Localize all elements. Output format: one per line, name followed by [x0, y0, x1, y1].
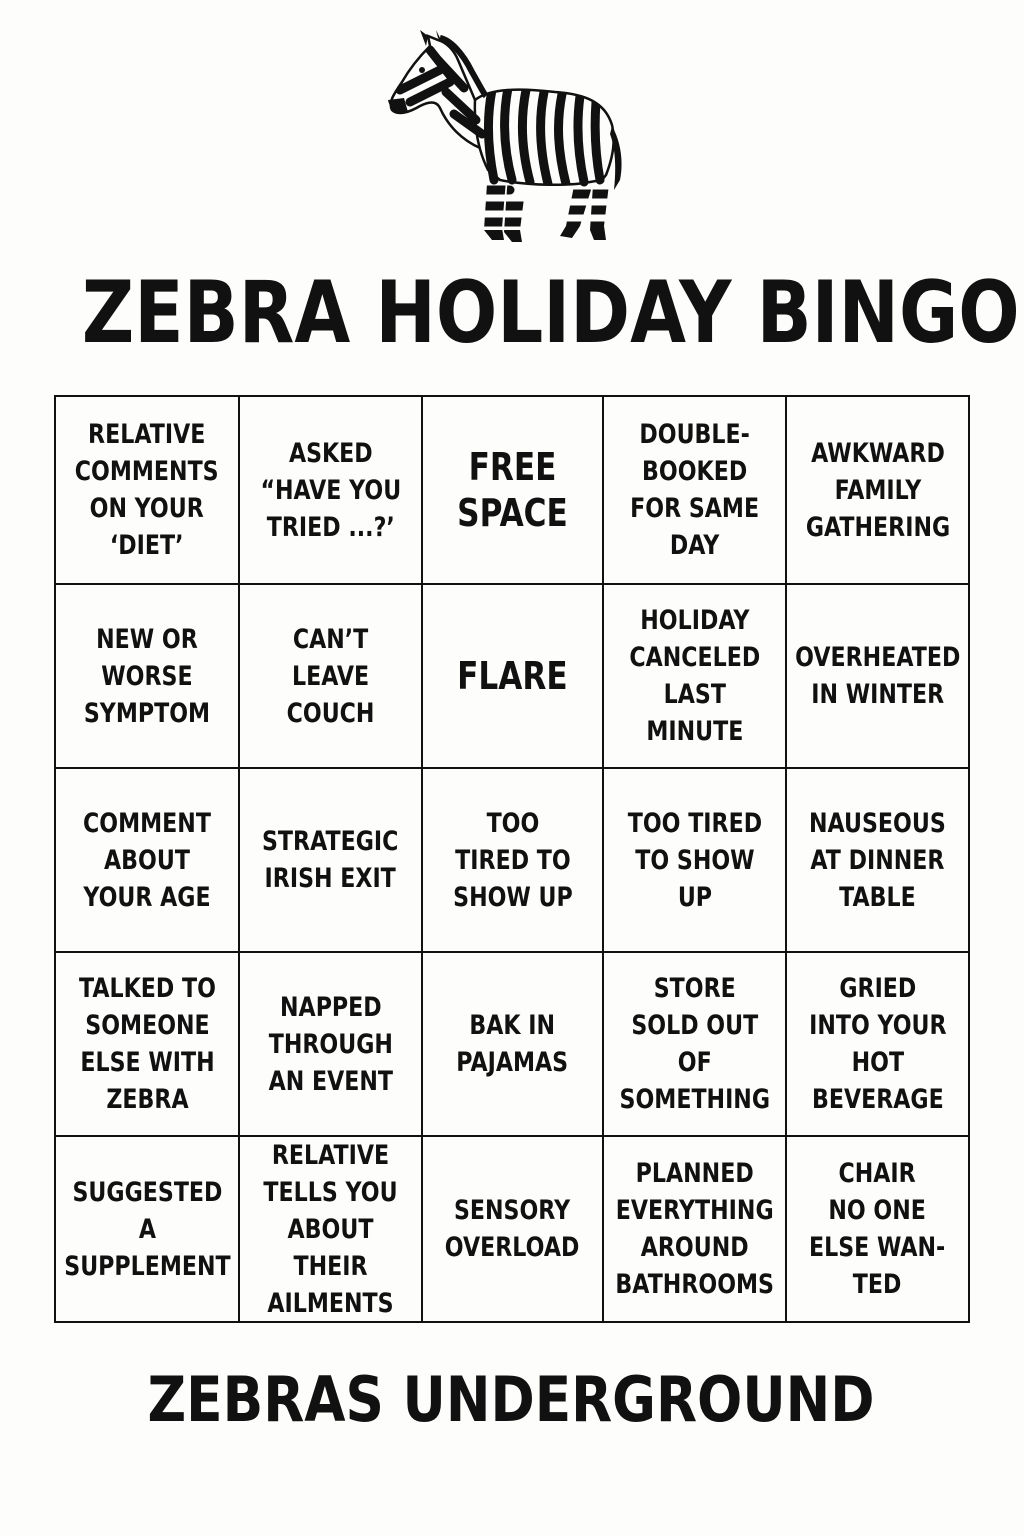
bingo-cell[interactable]: [604, 769, 787, 953]
bingo-cell[interactable]: [423, 1137, 604, 1323]
bingo-cell-label: CAN’T LEAVE COUCH: [286, 623, 375, 729]
bingo-cell[interactable]: [423, 769, 604, 953]
bingo-cell-label: NEW OR WORSE SYMPTOM: [83, 623, 211, 729]
footer-brand: ZEBRAS UNDERGROUND: [147, 1363, 875, 1436]
bingo-cell-free-space[interactable]: [423, 397, 604, 585]
bingo-cell-label: TALKED TO SOMEONE ELSE WITH ZEBRA: [78, 973, 216, 1115]
bingo-cell[interactable]: [787, 397, 970, 585]
bingo-cell-label: SENSORY OVERLOAD: [445, 1195, 580, 1263]
bingo-cell[interactable]: [240, 1137, 423, 1323]
bingo-cell-label: HOLIDAY CANCELED LAST MINUTE: [629, 605, 760, 747]
bingo-cell[interactable]: [604, 1137, 787, 1323]
bingo-cell-label: COMMENT ABOUT YOUR AGE: [83, 807, 211, 913]
bingo-cell-label: CHAIR NO ONE ELSE WAN- TED: [809, 1158, 946, 1300]
bingo-cell-label: GRIED INTO YOUR HOT BEVERAGE: [808, 973, 947, 1115]
bingo-cell-label: DOUBLE- BOOKED FOR SAME DAY: [630, 419, 759, 561]
bingo-cell[interactable]: [423, 953, 604, 1137]
bingo-cell-label: RELATIVE COMMENTS ON YOUR ‘DIET’: [75, 419, 219, 561]
bingo-cell-label: TOO TIRED TO SHOW UP: [452, 807, 573, 913]
bingo-cell[interactable]: [240, 953, 423, 1137]
bingo-cell[interactable]: [240, 585, 423, 769]
bingo-cell[interactable]: [787, 585, 970, 769]
bingo-cell-label: OVERHEATED IN WINTER: [794, 642, 961, 710]
bingo-cell-label: STRATEGIC IRISH EXIT: [262, 826, 399, 894]
bingo-cell[interactable]: [423, 585, 604, 769]
bingo-cell-label: NAUSEOUS AT DINNER TABLE: [809, 807, 946, 913]
bingo-cell-label: AWKWARD FAMILY GATHERING: [805, 437, 950, 543]
bingo-cell-label: TOO TIRED TO SHOW UP: [627, 807, 762, 913]
bingo-cell[interactable]: [604, 397, 787, 585]
bingo-cell[interactable]: [240, 397, 423, 585]
bingo-cell-label: SUGGESTED A SUPPLEMENT: [63, 1176, 231, 1282]
bingo-cell[interactable]: [56, 769, 240, 953]
bingo-cell-label: RELATIVE TELLS YOU ABOUT THEIR AILMENTS: [263, 1139, 398, 1319]
bingo-cell-label: STORE SOLD OUT OF SOMETHING: [619, 973, 770, 1115]
bingo-cell-label: NAPPED THROUGH AN EVENT: [268, 991, 393, 1097]
bingo-cell[interactable]: [56, 953, 240, 1137]
bingo-cell[interactable]: [787, 1137, 970, 1323]
bingo-cell-label: FLARE: [457, 654, 568, 698]
bingo-cell[interactable]: [604, 585, 787, 769]
bingo-cell[interactable]: [56, 397, 240, 585]
bingo-cell[interactable]: [787, 769, 970, 953]
zebra-icon: [380, 30, 630, 250]
bingo-cell[interactable]: [56, 1137, 240, 1323]
bingo-cell-label: BAK IN PAJAMAS: [456, 1010, 569, 1078]
bingo-cell[interactable]: [56, 585, 240, 769]
bingo-cell[interactable]: [787, 953, 970, 1137]
bingo-cell[interactable]: [240, 769, 423, 953]
bingo-cell[interactable]: [604, 953, 787, 1137]
bingo-cell-label: ASKED “HAVE YOU TRIED ...?’: [260, 437, 401, 543]
bingo-grid: [54, 395, 970, 1323]
bingo-cell-label: FREE SPACE: [457, 445, 568, 535]
bingo-cell-label: PLANNED EVERYTHING AROUND BATHROOMS: [615, 1158, 774, 1300]
page-title: ZEBRA HOLIDAY BINGO: [81, 263, 1020, 363]
